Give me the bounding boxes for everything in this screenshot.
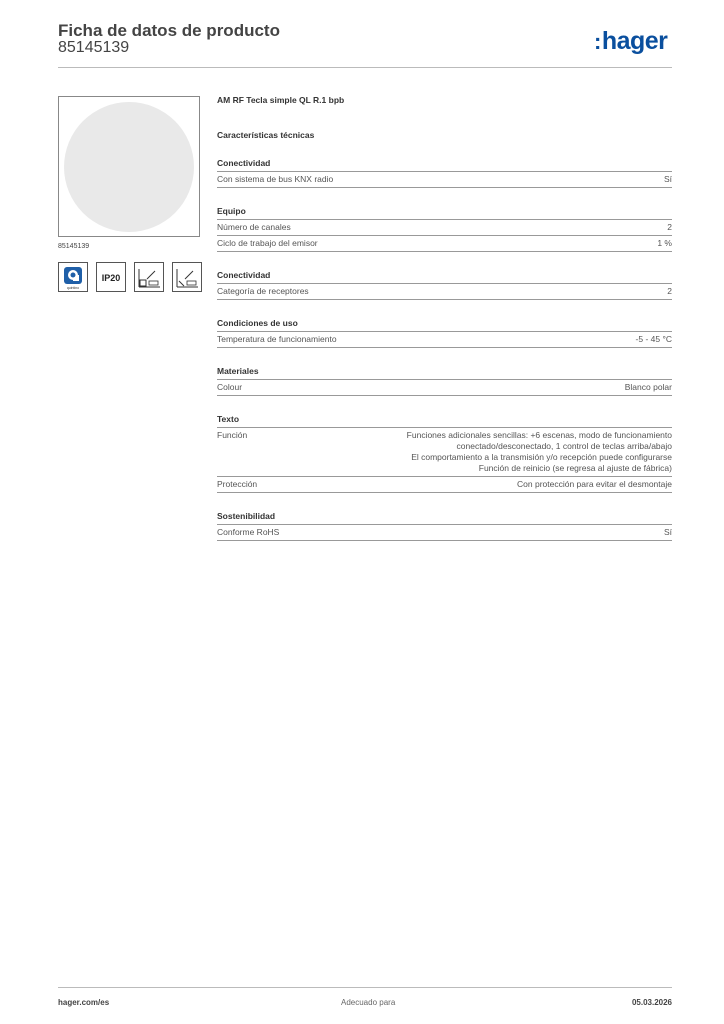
spec-row — [217, 428, 672, 477]
spec-label: Con sistema de bus KNX radio — [217, 174, 334, 184]
section-title: Conectividad — [217, 158, 672, 172]
spec-value — [664, 174, 672, 185]
section-title: Sostenibilidad — [217, 511, 672, 525]
logo-colon-icon: : — [594, 29, 601, 54]
spec-value-line: -5 - 45 °C — [635, 334, 672, 344]
spec-value-line: Funciones adicionales sencillas: +6 escenas, modo de funcionamiento — [406, 430, 672, 440]
footer-divider — [58, 987, 672, 988]
spec-label: Ciclo de trabajo del emisor — [217, 238, 318, 248]
product-image-circle — [64, 102, 194, 232]
spec-row — [217, 380, 672, 396]
spec-value — [664, 527, 672, 538]
spec-value — [407, 430, 672, 474]
spec-row — [217, 220, 672, 236]
spec-section — [217, 414, 672, 493]
flush-mount-icon — [172, 262, 202, 292]
spec-value-line: conectado/desconectado, 1 control de teclas arriba/abajo — [456, 441, 672, 451]
spec-value-line: Blanco polar — [624, 382, 672, 392]
spec-value-line: Sí — [663, 527, 672, 537]
spec-row — [217, 236, 672, 252]
spec-row — [217, 284, 672, 300]
spec-label: Colour — [217, 382, 243, 392]
footer-website-link[interactable]: hager.com/es — [58, 998, 110, 1007]
section-title: Conectividad — [217, 270, 672, 284]
section-title: Condiciones de uso — [217, 318, 672, 332]
spec-value-line: Función de reinicio (se regresa al ajuste de fábrica) — [478, 463, 672, 473]
spec-section — [217, 270, 672, 300]
spec-label: Temperatura de funcionamiento — [217, 334, 337, 344]
spec-section — [217, 366, 672, 396]
spec-value — [517, 479, 672, 490]
spec-label: Categoría de receptores — [217, 286, 309, 296]
header-divider — [58, 67, 672, 68]
spec-value — [636, 334, 672, 345]
product-title: AM RF Tecla simple QL R.1 bpb — [217, 95, 345, 105]
spec-value-line: Con protección para evitar el desmontaje — [517, 479, 672, 489]
spec-value-line: El comportamiento a la transmisión y/o recepción puede configurarse — [411, 452, 672, 462]
spec-value-line: 2 — [667, 222, 672, 232]
spec-value-line: 2 — [667, 286, 672, 296]
spec-section — [217, 511, 672, 541]
spec-row — [217, 172, 672, 188]
quality-icon — [58, 262, 88, 292]
spec-section — [217, 318, 672, 348]
spec-value — [657, 238, 672, 249]
spec-section — [217, 158, 672, 188]
main-heading: Características técnicas — [217, 130, 315, 140]
logo-text: hager — [601, 27, 668, 55]
ip20-label: IP20 — [101, 273, 121, 283]
product-image — [58, 96, 200, 237]
spec-section — [217, 206, 672, 252]
spec-label: Función — [217, 430, 248, 440]
surface-mount-icon — [134, 262, 164, 292]
spec-value-line: 1 % — [657, 238, 672, 248]
spec-sections — [217, 158, 672, 541]
footer-suitable-for: Adecuado para — [341, 998, 396, 1007]
spec-row — [217, 332, 672, 348]
product-code: 85145139 — [58, 39, 130, 56]
spec-row — [217, 477, 672, 493]
spec-row — [217, 525, 672, 541]
image-code-label: 85145139 — [58, 243, 90, 250]
spec-label: Protección — [217, 479, 258, 489]
spec-value-line: Sí — [663, 174, 672, 184]
section-title: Texto — [217, 414, 672, 428]
spec-value — [667, 286, 672, 297]
spec-value — [667, 222, 672, 233]
ip20-badge — [96, 262, 126, 292]
hager-logo[interactable] — [594, 27, 667, 56]
section-title: Equipo — [217, 206, 672, 220]
spec-value — [625, 382, 672, 393]
spec-label: Conforme RoHS — [217, 527, 280, 537]
section-title: Materiales — [217, 366, 672, 380]
spec-label: Número de canales — [217, 222, 291, 232]
footer-date: 05.03.2026 — [631, 998, 672, 1007]
quality-icon-label: quintino — [66, 286, 80, 290]
page-title: Ficha de datos de producto — [58, 21, 280, 40]
spec-content — [217, 95, 672, 541]
